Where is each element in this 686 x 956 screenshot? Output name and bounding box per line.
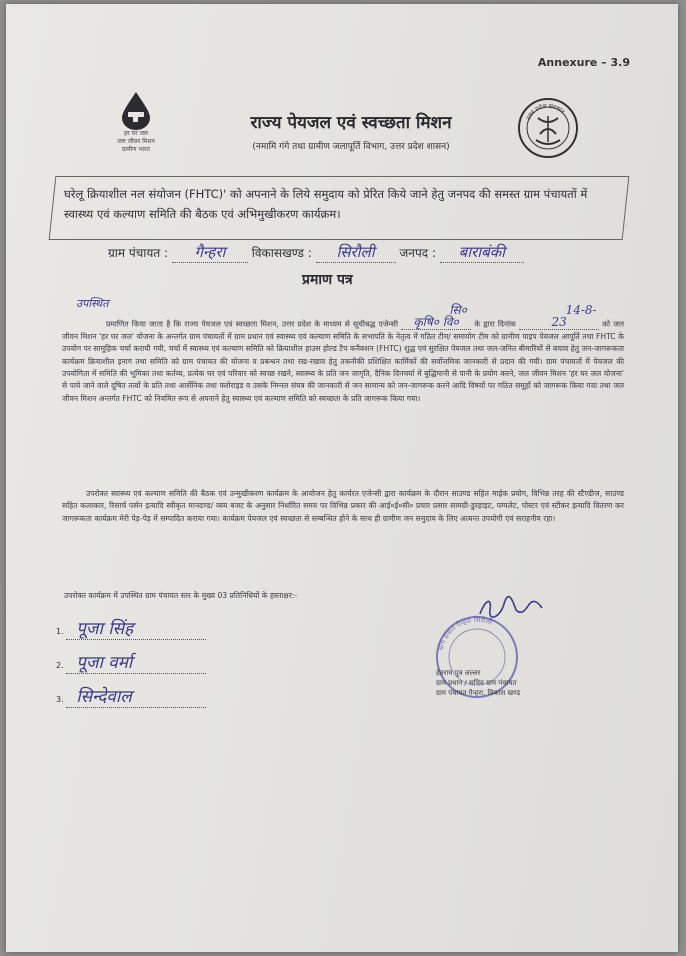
rep-number: 3. xyxy=(56,695,64,704)
rep-signature: पूजा सिंह xyxy=(66,616,206,640)
logo-caption-3: ग्रामीण भारत xyxy=(122,146,150,153)
annexure-label: Annexure – 3.9 xyxy=(537,56,630,69)
header xyxy=(186,110,516,152)
certificate-paragraph-1 xyxy=(62,297,625,405)
signatory-block xyxy=(436,668,586,698)
rep-number: 2. xyxy=(56,661,64,670)
representative-3 xyxy=(56,684,206,708)
representative-2 xyxy=(56,650,206,674)
department-subtitle: (नमामि गंगे तथा ग्रामीण जलापूर्ति विभाग, उत्तर प्रदेश शासन) xyxy=(252,142,450,152)
location-fields xyxy=(108,242,608,263)
margin-note: उपस्थित xyxy=(76,297,109,310)
official-signature xyxy=(476,592,546,626)
logo-caption-1: हर घर जल xyxy=(124,130,148,137)
signatory-name: हेतराम पुत्र लल्लर xyxy=(436,669,481,677)
program-banner-text: घरेलू क्रियाशील नल संयोजन (FHTC)' को अपनाने के लिये समुदाय को प्रेरित किये जाने हेतु जनपद की समस्त ग्राम पंचायतों में स्वास्थ्य एवं कल्याण समिति की बैठक एवं अभिमुखीकरण कार्यक्रम। xyxy=(64,187,588,221)
gram-panchayat-label: ग्राम पंचायत : xyxy=(108,246,169,260)
agency-value: सि० कृषि० वि० xyxy=(401,304,471,330)
seal-text: उत्तर प्रदेश सरकार xyxy=(524,102,566,122)
rep-signature: सिन्देवाल xyxy=(66,684,206,708)
signatory-line-2: ग्राम पंचायत गैन्हरा, विकास खण्ड xyxy=(436,689,521,697)
block-label: विकासखण्ड : xyxy=(251,246,312,260)
signatory-line-1: ग्राम प्रधान / सचिव ग्राम पंचायत xyxy=(436,679,517,687)
district-label: जनपद : xyxy=(399,246,437,260)
jal-jeevan-mission-logo xyxy=(106,90,166,154)
mission-title: राज्य पेयजल एवं स्वच्छता मिशन xyxy=(250,113,452,133)
water-drop-icon xyxy=(116,90,156,130)
para1-text-b: के द्वारा दिनांक xyxy=(474,319,516,329)
representatives-intro: उपरोक्त कार्यक्रम में उपस्थित ग्राम पंचायत स्तर के मुख्य 03 प्रतिनिधियों के हस्ताक्षर:- xyxy=(64,591,298,600)
stamp-text: ग्राम प्रधान गैन्हरा सिरौली xyxy=(436,615,494,651)
rep-signature: पूजा वर्मा xyxy=(66,650,206,674)
rep-number: 1. xyxy=(56,627,64,636)
para1-text-a: प्रमाणित किया जाता है कि राज्य पेयजल एवं स्वच्छता मिशन, उत्तर प्रदेश के माध्यम से सूचीबद्ध एजेन्सी xyxy=(106,319,398,329)
up-government-seal xyxy=(516,96,580,164)
block-value: सिरौली xyxy=(316,242,396,263)
district-value: बाराबंकी xyxy=(440,242,524,263)
representative-1 xyxy=(56,616,206,640)
document-page xyxy=(6,4,678,952)
certificate-paragraph-2: उपरोक्त स्वास्थ्य एवं कल्याण समिति की बैठक एवं उन्मुखीकरण कार्यक्रम के आयोजन हेतु कार्यरत एजेन्सी द्वारा कार्यक्रम के दौरान साउण्ड सहित माईक प्रयोग, विभिन्न तरह की स्टैण्डीज, साउण्ड सहित कलाकार, रिसार्च पर्सन इत्यादि स्वीकृत मानदण्ड/ व्यय बजट के अनुसार निर्धारित समय पर विभिन्न प्रकार की आई०ई०सी० प्रचार प्रसार सामग्री-डुरहाइट, पम्पलेट, पोस्टर एवं स्टीकर इत्यादि वितरण कर जागरूकता कार्यक्रम मेरी पेड़-पेड़ में सम्पादित कराया गया। कार्यक्रम पेयजल एवं स्वच्छता से सम्बन्धित होने के साथ ही ग्रामीण जन समुदाय के लिए अत्यन्त उपयोगी एवं सराहनीय रहा। xyxy=(62,489,624,523)
para1-text-c: को जल जीवन मिशन 'हर घर जल' योजना के अन्तर्गत ग्राम पंचायतों में ग्राम प्रधान एवं स्वास्थ्य एवं कल्याण समिति के सभापति के नेतृत्व में गठित टीम/ समायोग टीम को ग्रामीण पाइप पेयजल आपूर्ति तथा FHTC के उपयोग पर सामूहिक चर्चा करायी गयी, चर्चा में स्वास्थ्य एवं कल्याण समिति को क्रियाशील हाउस होल्ड टैप कनैक्शन (FHTC) शुद्ध एवं सुरक्षित पेयजल तथा जल-जनित बीमारियों से बचाव हेतु जन-जागरूकता कार्यक्रम क्रियाशील इनाग तथा समिति को ग्राम पंचायत की योजना व प्रबन्धन तथा रख-रखाव हेतु तकनीकी प्रशिक्षित कार्मिकों की सर्वोत्तमिक जानकारी से प्रदान की गयी। ग्राम पंचायतों में पेयजल की उपयोगिता में समिति की भूमिका तथा कर्तव्य, प्रत्येक घर एवं परिवार को स्वच्छ रखने, स्वास्थ्य के प्रति जन जागृति, दैनिक दिनचर्या में बुद्धिमानी से पानी के प्रयोग करने, जल जीवन मिशन 'हर घर जल योजना' से पाये जाने वाले दूषित तत्वों के प्रति तथा आर्सेनिक तथा फ्लोराइड व उसके निम्नल संयत्र की जानकारी से जन सामान्य को जन-जागरूक करने आदि विषयों पर गठित समूहों को जागरूक किया गया तथा जल जीवन मिशन अन्तर्गत FHTC को नियमित रूप से अपनाने हेतु स्वास्थ्य एवं कल्याण समिति को स्वच्छता के प्रति जागरूक किया गया। xyxy=(62,319,625,403)
gram-panchayat-value: गैन्हरा xyxy=(172,242,248,263)
certificate-title: प्रमाण पत्र xyxy=(302,272,353,288)
logo-caption-2: जल जीवन मिशन xyxy=(117,138,155,145)
program-date-value: 14-8-23 xyxy=(519,304,599,330)
